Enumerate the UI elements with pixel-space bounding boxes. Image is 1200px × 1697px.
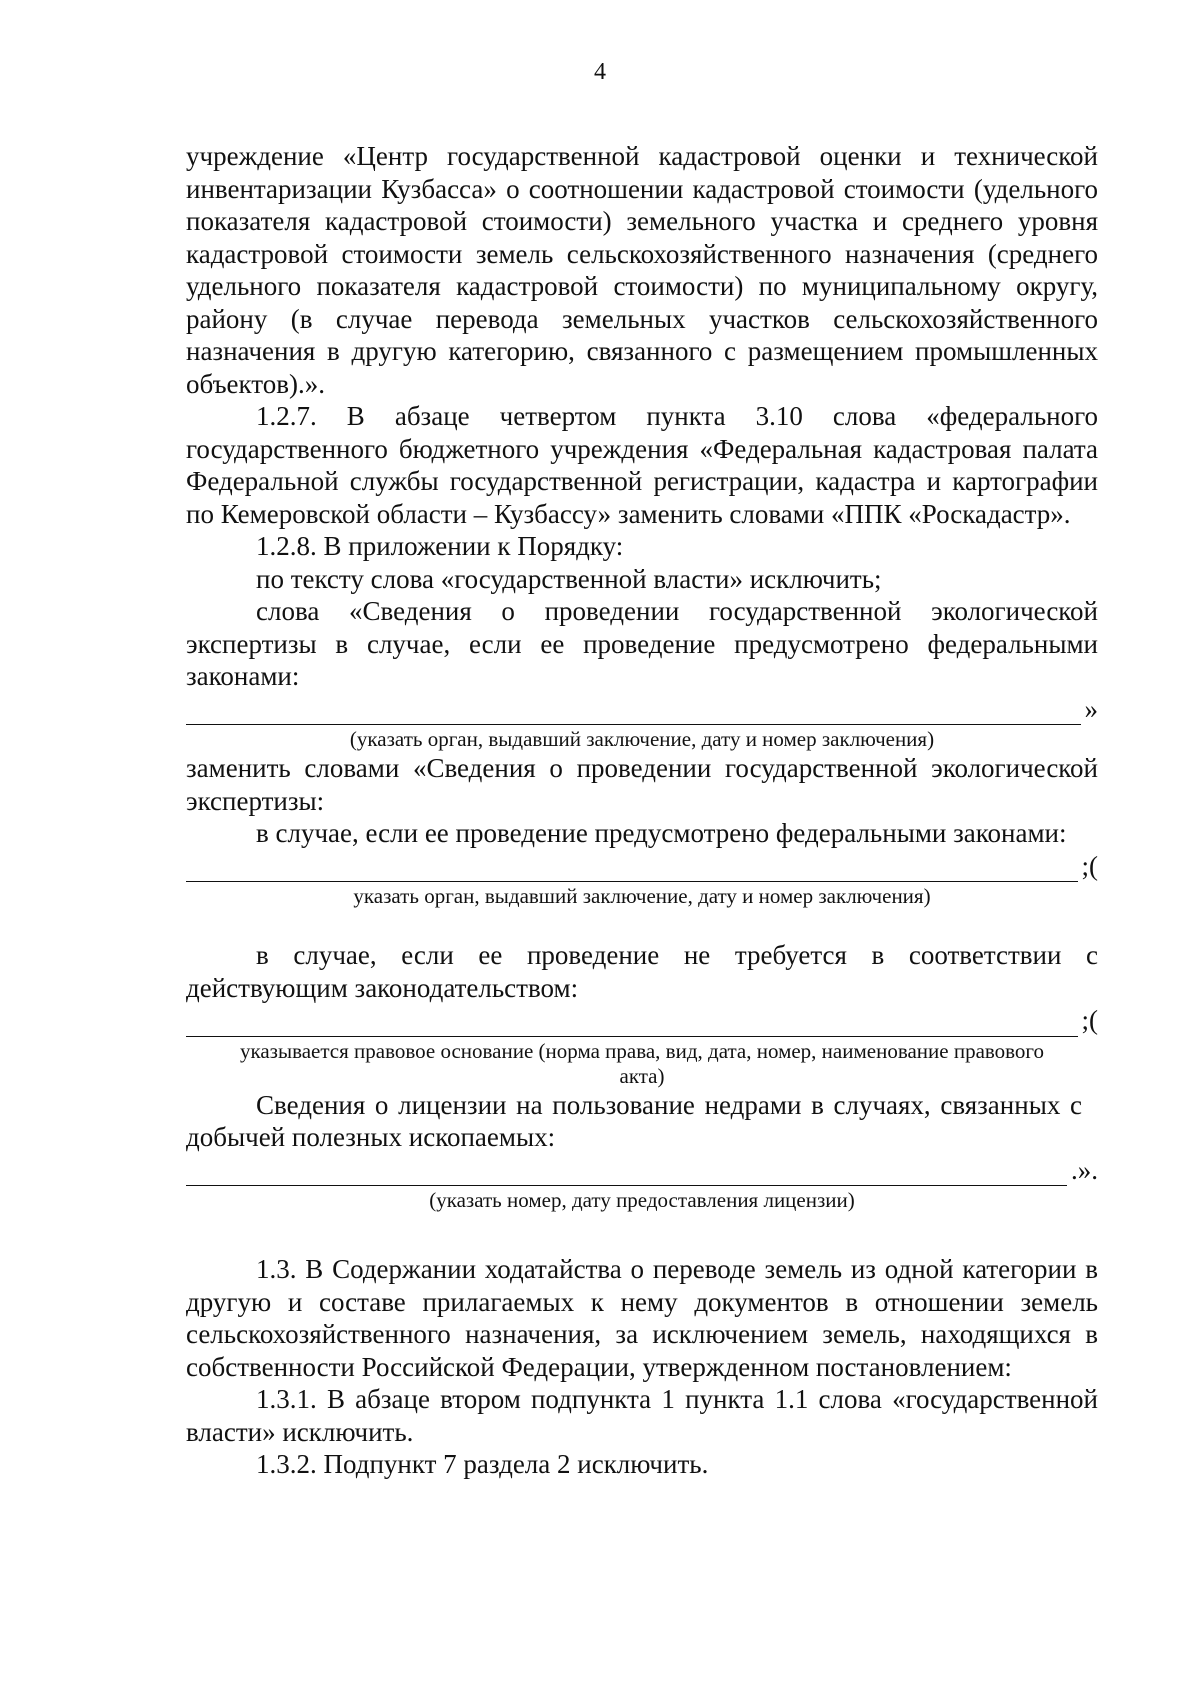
underline [186, 1161, 1067, 1186]
paragraph-1-3-2: 1.3.2. Подпункт 7 раздела 2 исключить. [256, 1449, 709, 1479]
blank-line-1 [186, 693, 1098, 726]
blank-caption-2: указать орган, выдавший заключение, дату и номер заключения) [353, 884, 931, 908]
blank-line-2 [186, 850, 1098, 883]
blank-line-end: » [1084, 693, 1098, 724]
paragraph-case-not-required: в случае, если ее проведение не требуется в соответствии с действующим законодательством: [186, 940, 1098, 1003]
paragraph-1-3-1: 1.3.1. В абзаце втором подпункта 1 пункта 1.1 слова «государственной власти» исключить. [186, 1384, 1098, 1447]
paragraph-exclude-phrase: по тексту слова «государственной власти» исключить; [256, 563, 882, 594]
blank-caption-1: (указать орган, выдавший заключение, дату и номер заключения) [349, 727, 935, 751]
blank-line-3 [186, 1004, 1098, 1037]
paragraph-1-3: 1.3. В Содержании ходатайства о переводе земель из одной категории в другую и составе прилагаемых к нему документов в отношении земель сельскохозяйственного назначения, за исключением земель, находящихся в собственности Российской Федерации, утвержденном постановлением: [186, 1254, 1098, 1382]
blank-caption-4: (указать номер, дату предоставления лицензии) [429, 1188, 855, 1212]
underline [186, 700, 1081, 725]
blank-line-4 [186, 1154, 1098, 1187]
blank-line-end: ;( [1081, 850, 1098, 881]
blank-line-end: .». [1071, 1154, 1098, 1185]
paragraph-license: Сведения о лицензии на пользование недрами в случаях, связанных с добычей полезных ископаемых: [186, 1089, 1082, 1152]
paragraph-old-wording: слова «Сведения о проведении государственной экологической экспертизы в случае, если ее проведение предусмотрено федеральными законами: [186, 596, 1098, 691]
paragraph-1-2-7: 1.2.7. В абзаце четвертом пункта 3.10 слова «федерального государственного бюджетного учреждения «Федеральная кадастровая палата Федеральной службы государственной регистрации, кадастра и картографии по Кемеровской области – Кузбассу» заменить словами «ППК «Роскадастр». [186, 401, 1098, 529]
document-body [186, 140, 1098, 1481]
blank-caption-3: указывается правовое основание (норма права, вид, дата, номер, наименование правового акта) [239, 1038, 1045, 1088]
page-number: 4 [594, 59, 606, 85]
paragraph-continuation: учреждение «Центр государственной кадастровой оценки и технической инвентаризации Кузбасса» о соотношении кадастровой стоимости (удельного показателя кадастровой стоимости) земельного участка и среднего уровня кадастровой стоимости земель сельскохозяйственного назначения (среднего удельного показателя кадастровой стоимости) по муниципальному округу, району (в случае перевода земельных участков сельскохозяйственного назначения в другую категорию, связанного с размещением промышленных объектов).». [186, 141, 1098, 399]
paragraph-new-wording: заменить словами «Сведения о проведении государственной экологической экспертизы: [186, 753, 1098, 816]
paragraph-1-2-8: 1.2.8. В приложении к Порядку: [256, 531, 624, 561]
underline [186, 1012, 1078, 1037]
paragraph-case-required: в случае, если ее проведение предусмотрено федеральными законами: [256, 818, 1067, 848]
blank-line-end: ;( [1081, 1005, 1098, 1035]
underline [186, 857, 1078, 882]
